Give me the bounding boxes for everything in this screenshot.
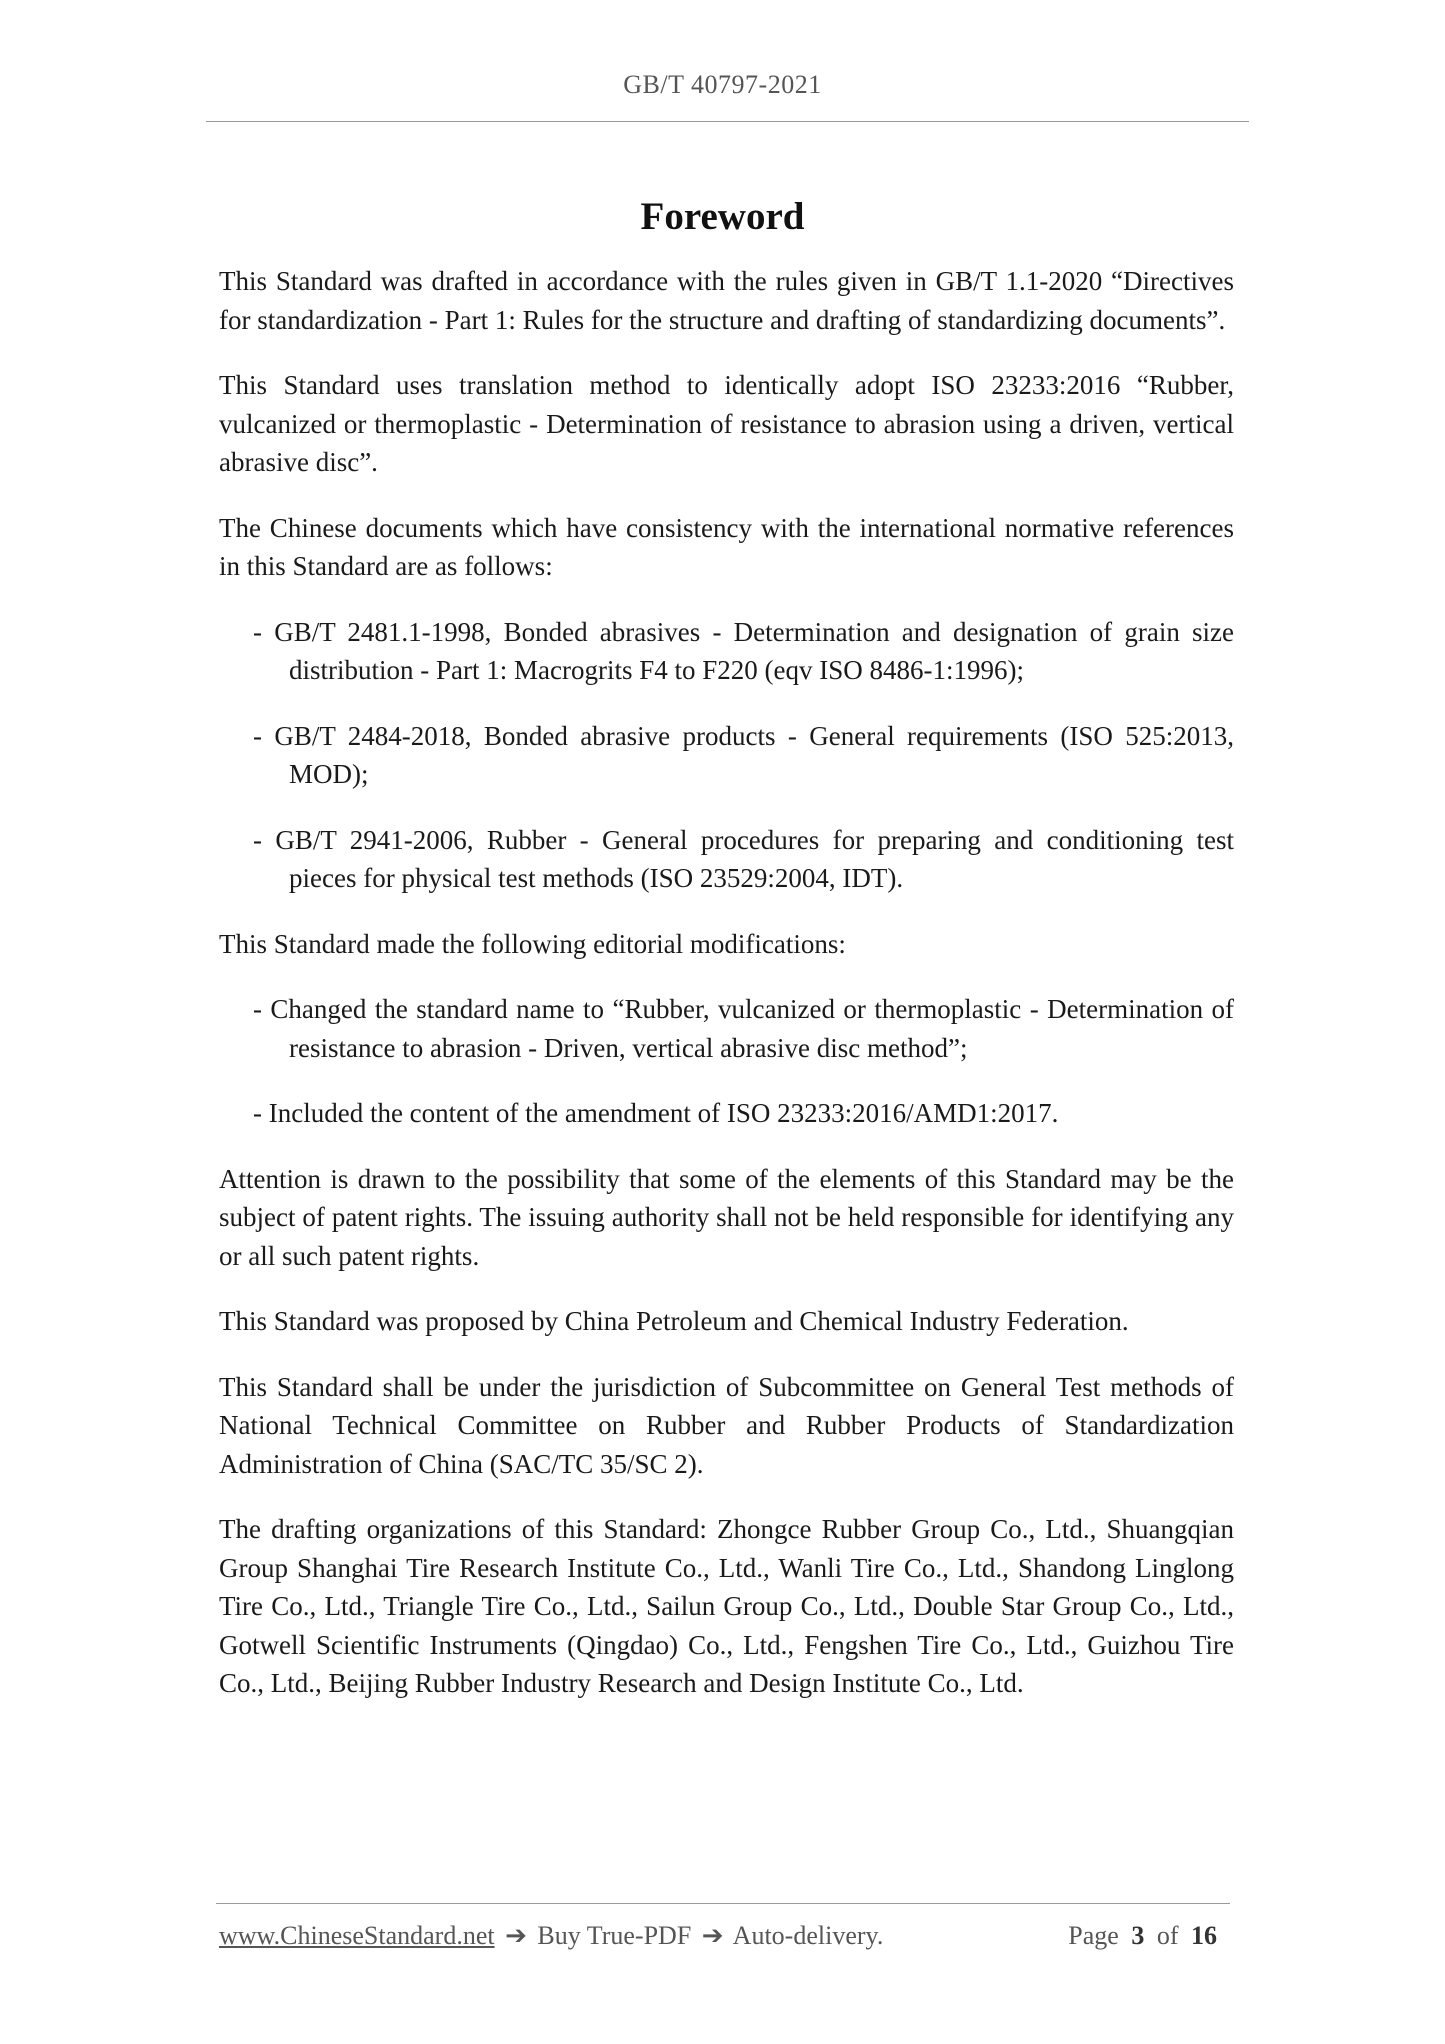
paragraph-drafting-rules: This Standard was drafted in accordance with the rules given in GB/T 1.1-2020 “Directives for standardization - Part 1: Rules for the structure and drafting of standardizing documents”. — [219, 266, 1234, 335]
foreword-body — [219, 262, 1234, 1730]
of-label: of — [1156, 1921, 1179, 1950]
page-title: Foreword — [640, 195, 805, 239]
paragraph-chinese-documents: The Chinese documents which have consistency with the international normative references in this Standard are as follows: — [219, 512, 1234, 581]
page-total: 16 — [1191, 1921, 1217, 1950]
page-label: Page — [1068, 1921, 1119, 1950]
list-item-gbt-2941: - GB/T 2941-2006, Rubber - General procedures for preparing and conditioning test pieces for physical test methods (ISO 23529:2004, IDT). — [253, 824, 1234, 893]
page-current: 3 — [1131, 1921, 1145, 1950]
paragraph-drafting-organizations: The drafting organizations of this Standard: Zhongce Rubber Group Co., Ltd., Shuangqian Group Shanghai Tire Research Institute Co., Ltd., Wanli Tire Co., Ltd., Shandong Linglong Tire Co., Ltd., Triangle Tire Co., Ltd., Sailun Group Co., Ltd., Double Star Group Co., Ltd., Gotwell Scientific Instruments (Qingdao) Co., Ltd., Fengshen Tire Co., Ltd., Guizhou Tire Co., Ltd., Beijing Rubber Industry Research and Design Institute Co., Ltd. — [219, 1514, 1234, 1698]
arrow-right-icon: ➔ — [701, 1921, 724, 1950]
list-item-amendment: - Included the content of the amendment of ISO 23233:2016/AMD1:2017. — [253, 1098, 1059, 1128]
list-item-name-change: - Changed the standard name to “Rubber, vulcanized or thermoplastic - Determination of resistance to abrasion - Driven, vertical abrasive disc method”; — [253, 994, 1234, 1063]
paragraph-translation-method: This Standard uses translation method to identically adopt ISO 23233:2016 “Rubber, vulcanized or thermoplastic - Determination of resistance to abrasion using a driven, vertical abrasive disc”. — [219, 370, 1234, 477]
paragraph-editorial-modifications: This Standard made the following editorial modifications: — [219, 928, 846, 959]
paragraph-patent-rights: Attention is drawn to the possibility that some of the elements of this Standard may be the subject of patent rights. The issuing authority shall not be held responsible for identifying any or all such patent rights. — [219, 1163, 1234, 1271]
page-counter — [1068, 1921, 1223, 1951]
footer-divider — [216, 1903, 1230, 1904]
arrow-right-icon: ➔ — [505, 1921, 527, 1950]
auto-delivery-text: Auto-delivery. — [732, 1921, 884, 1950]
running-header: GB/T 40797-2021 — [623, 70, 822, 99]
list-item-gbt-2481: - GB/T 2481.1-1998, Bonded abrasives - Determination and designation of grain size distribution - Part 1: Macrogrits F4 to F220 (eqv ISO 8486-1:1996); — [253, 616, 1234, 685]
footer-links — [219, 1921, 883, 1951]
header-divider — [206, 121, 1249, 122]
buy-pdf-text: Buy True-PDF — [537, 1921, 692, 1950]
list-item-gbt-2484: - GB/T 2484-2018, Bonded abrasive products - General requirements (ISO 525:2013, MOD); — [253, 720, 1234, 789]
site-link[interactable]: www.ChineseStandard.net — [219, 1921, 495, 1950]
paragraph-proposed-by: This Standard was proposed by China Petroleum and Chemical Industry Federation. — [219, 1306, 1129, 1336]
paragraph-jurisdiction: This Standard shall be under the jurisdiction of Subcommittee on General Test methods of National Technical Committee on Rubber and Rubber Products of Standardization Administration of China (SAC/TC 35/SC 2). — [219, 1371, 1234, 1479]
